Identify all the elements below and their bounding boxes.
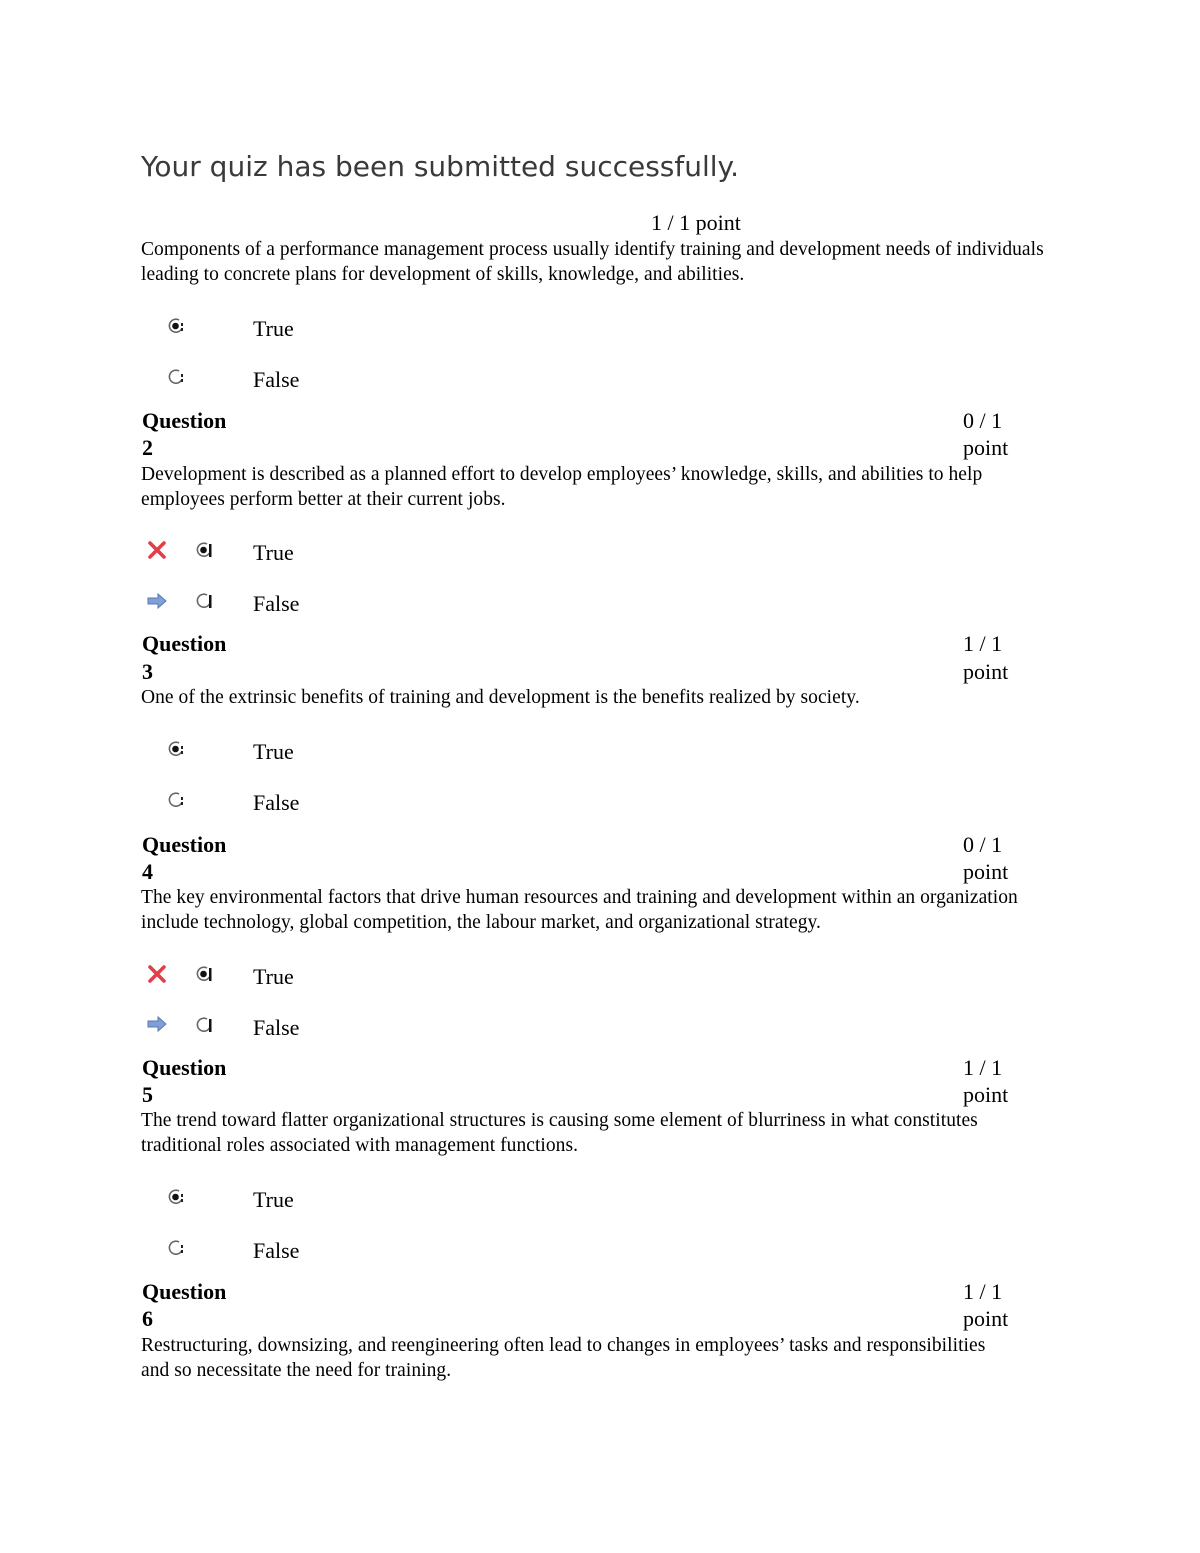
question-label: Question [142, 631, 227, 656]
question-label: Question [142, 408, 227, 433]
option-false[interactable]: False [253, 367, 300, 392]
radio-unselected-icon[interactable] [167, 1239, 185, 1257]
question-number: 5 [142, 1082, 153, 1107]
radio-selected-icon[interactable] [167, 740, 185, 758]
option-true[interactable]: True [253, 316, 294, 341]
question-text: Components of a performance management process usually identify training and development needs of individuals leading to concrete plans for development of skills, knowledge, and abilities. [141, 239, 1044, 285]
question-text: Development is described as a planned effort to develop employees’ knowledge, skills, and abilities to help employees perform better at their current jobs. [141, 464, 983, 510]
radio-unselected-icon[interactable] [167, 368, 185, 386]
option-true[interactable]: True [253, 739, 294, 764]
question-score-unit: point [963, 659, 1009, 684]
question-number: 4 [142, 859, 153, 884]
option-true[interactable]: True [253, 1187, 294, 1212]
question-label: Question [142, 832, 227, 857]
correct-answer-arrow-icon [146, 591, 168, 611]
question-number: 2 [142, 435, 153, 460]
page-title: Your quiz has been submitted successfully. [141, 150, 740, 183]
option-false[interactable]: False [253, 1015, 300, 1040]
option-true[interactable]: True [253, 964, 294, 989]
question-score-unit: point [963, 435, 1009, 460]
option-true[interactable]: True [253, 540, 294, 565]
question-number: 3 [142, 659, 153, 684]
question-score-value: 1 / 1 [963, 631, 1003, 656]
question-score-unit: point [963, 1306, 1009, 1331]
option-false[interactable]: False [253, 790, 300, 815]
correct-answer-arrow-icon [146, 1014, 168, 1034]
question-score: 1 / 1 point [651, 210, 741, 235]
question-text: One of the extrinsic benefits of training and development is the benefits realized by society. [141, 687, 860, 708]
question-label: Question [142, 1279, 227, 1304]
radio-selected-icon[interactable] [167, 317, 185, 335]
radio-unselected-icon[interactable] [195, 1016, 213, 1034]
radio-selected-icon[interactable] [167, 1188, 185, 1206]
question-score-value: 1 / 1 [963, 1055, 1003, 1080]
radio-unselected-icon[interactable] [167, 791, 185, 809]
question-label: Question [142, 1055, 227, 1080]
question-score-unit: point [963, 859, 1009, 884]
radio-unselected-icon[interactable] [195, 592, 213, 610]
incorrect-x-icon [146, 964, 168, 984]
radio-selected-icon[interactable] [195, 541, 213, 559]
question-score-value: 1 / 1 [963, 1279, 1003, 1304]
question-text: The key environmental factors that drive human resources and training and development within an organization include technology, global competition, the labour market, and organizational strategy. [141, 887, 1018, 933]
radio-selected-icon[interactable] [195, 965, 213, 983]
question-score-unit: point [963, 1082, 1009, 1107]
question-score-value: 0 / 1 [963, 832, 1003, 857]
option-false[interactable]: False [253, 591, 300, 616]
question-text: The trend toward flatter organizational structures is causing some element of blurriness in what constitutes traditional roles associated with management functions. [141, 1110, 978, 1156]
question-score-value: 0 / 1 [963, 408, 1003, 433]
question-text: Restructuring, downsizing, and reengineering often lead to changes in employees’ tasks and responsibilities and so necessitate the need for training. [141, 1335, 986, 1381]
question-number: 6 [142, 1306, 153, 1331]
incorrect-x-icon [146, 540, 168, 560]
option-false[interactable]: False [253, 1238, 300, 1263]
